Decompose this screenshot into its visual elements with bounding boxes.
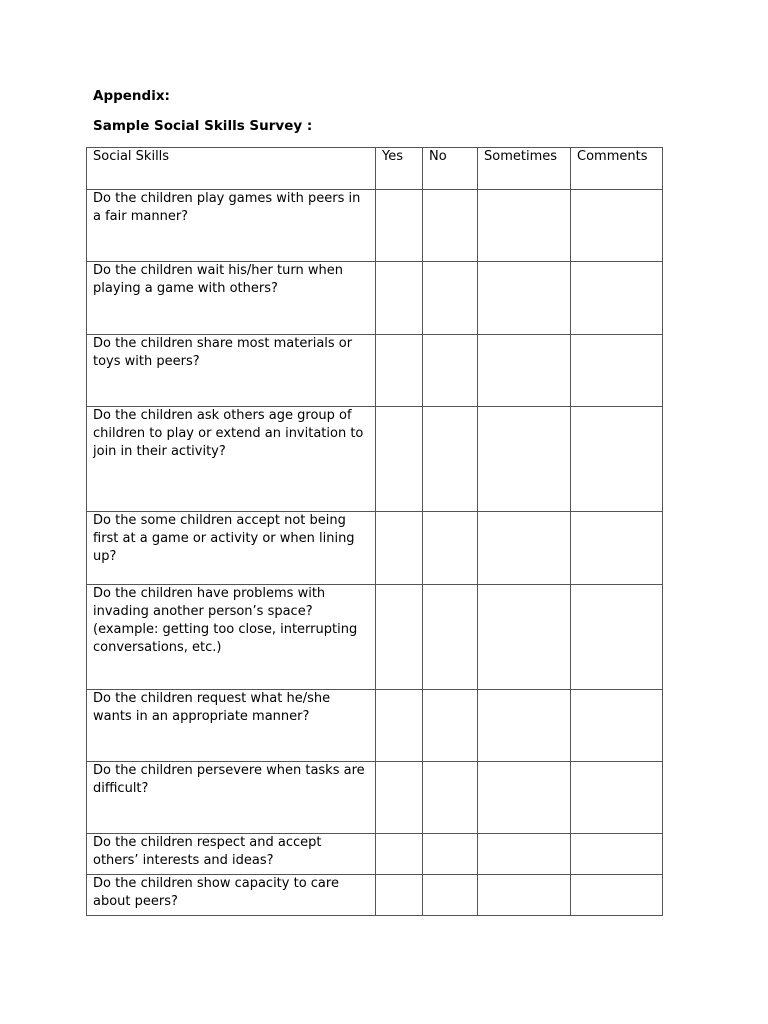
question-cell: Do the children show capacity to care about peers? — [87, 875, 376, 916]
sometimes-cell[interactable] — [478, 690, 571, 762]
sometimes-cell[interactable] — [478, 585, 571, 690]
question-cell: Do the children ask others age group of children to play or extend an invitation to join in their activity? — [87, 407, 376, 512]
no-cell[interactable] — [423, 834, 478, 875]
table-row — [87, 762, 663, 834]
comments-cell[interactable] — [571, 335, 663, 407]
header-social-skills: Social Skills — [87, 148, 376, 190]
yes-cell[interactable] — [376, 512, 423, 585]
question-cell: Do the children share most materials or toys with peers? — [87, 335, 376, 407]
no-cell[interactable] — [423, 190, 478, 262]
yes-cell[interactable] — [376, 407, 423, 512]
no-cell[interactable] — [423, 762, 478, 834]
header-yes: Yes — [376, 148, 423, 190]
comments-cell[interactable] — [571, 585, 663, 690]
table-row — [87, 690, 663, 762]
no-cell[interactable] — [423, 335, 478, 407]
sometimes-cell[interactable] — [478, 834, 571, 875]
comments-cell[interactable] — [571, 690, 663, 762]
survey-title: Sample Social Skills Survey : — [93, 118, 313, 134]
table-row — [87, 335, 663, 407]
table-row — [87, 407, 663, 512]
yes-cell[interactable] — [376, 190, 423, 262]
no-cell[interactable] — [423, 585, 478, 690]
comments-cell[interactable] — [571, 834, 663, 875]
sometimes-cell[interactable] — [478, 875, 571, 916]
header-comments: Comments — [571, 148, 663, 190]
comments-cell[interactable] — [571, 512, 663, 585]
question-cell: Do the some children accept not being first at a game or activity or when lining up? — [87, 512, 376, 585]
yes-cell[interactable] — [376, 762, 423, 834]
question-cell: Do the children respect and accept others’ interests and ideas? — [87, 834, 376, 875]
no-cell[interactable] — [423, 512, 478, 585]
no-cell[interactable] — [423, 690, 478, 762]
sometimes-cell[interactable] — [478, 512, 571, 585]
comments-cell[interactable] — [571, 262, 663, 335]
table-row — [87, 190, 663, 262]
sometimes-cell[interactable] — [478, 335, 571, 407]
sometimes-cell[interactable] — [478, 407, 571, 512]
question-cell: Do the children wait his/her turn when playing a game with others? — [87, 262, 376, 335]
sometimes-cell[interactable] — [478, 762, 571, 834]
social-skills-survey-table — [86, 147, 663, 916]
sometimes-cell[interactable] — [478, 190, 571, 262]
question-cell: Do the children play games with peers in a fair manner? — [87, 190, 376, 262]
yes-cell[interactable] — [376, 335, 423, 407]
yes-cell[interactable] — [376, 262, 423, 335]
yes-cell[interactable] — [376, 585, 423, 690]
table-row — [87, 512, 663, 585]
yes-cell[interactable] — [376, 690, 423, 762]
table-row — [87, 834, 663, 875]
question-cell: Do the children have problems with invading another person’s space? (example: getting too close, interrupting conversations, etc.) — [87, 585, 376, 690]
sometimes-cell[interactable] — [478, 262, 571, 335]
header-no: No — [423, 148, 478, 190]
yes-cell[interactable] — [376, 875, 423, 916]
no-cell[interactable] — [423, 875, 478, 916]
yes-cell[interactable] — [376, 834, 423, 875]
no-cell[interactable] — [423, 262, 478, 335]
comments-cell[interactable] — [571, 875, 663, 916]
table-row — [87, 262, 663, 335]
no-cell[interactable] — [423, 407, 478, 512]
question-cell: Do the children request what he/she wants in an appropriate manner? — [87, 690, 376, 762]
table-row — [87, 875, 663, 916]
comments-cell[interactable] — [571, 762, 663, 834]
header-sometimes: Sometimes — [478, 148, 571, 190]
comments-cell[interactable] — [571, 407, 663, 512]
appendix-heading: Appendix: — [93, 88, 170, 104]
table-row — [87, 585, 663, 690]
comments-cell[interactable] — [571, 190, 663, 262]
question-cell: Do the children persevere when tasks are difficult? — [87, 762, 376, 834]
table-header-row — [87, 148, 663, 190]
